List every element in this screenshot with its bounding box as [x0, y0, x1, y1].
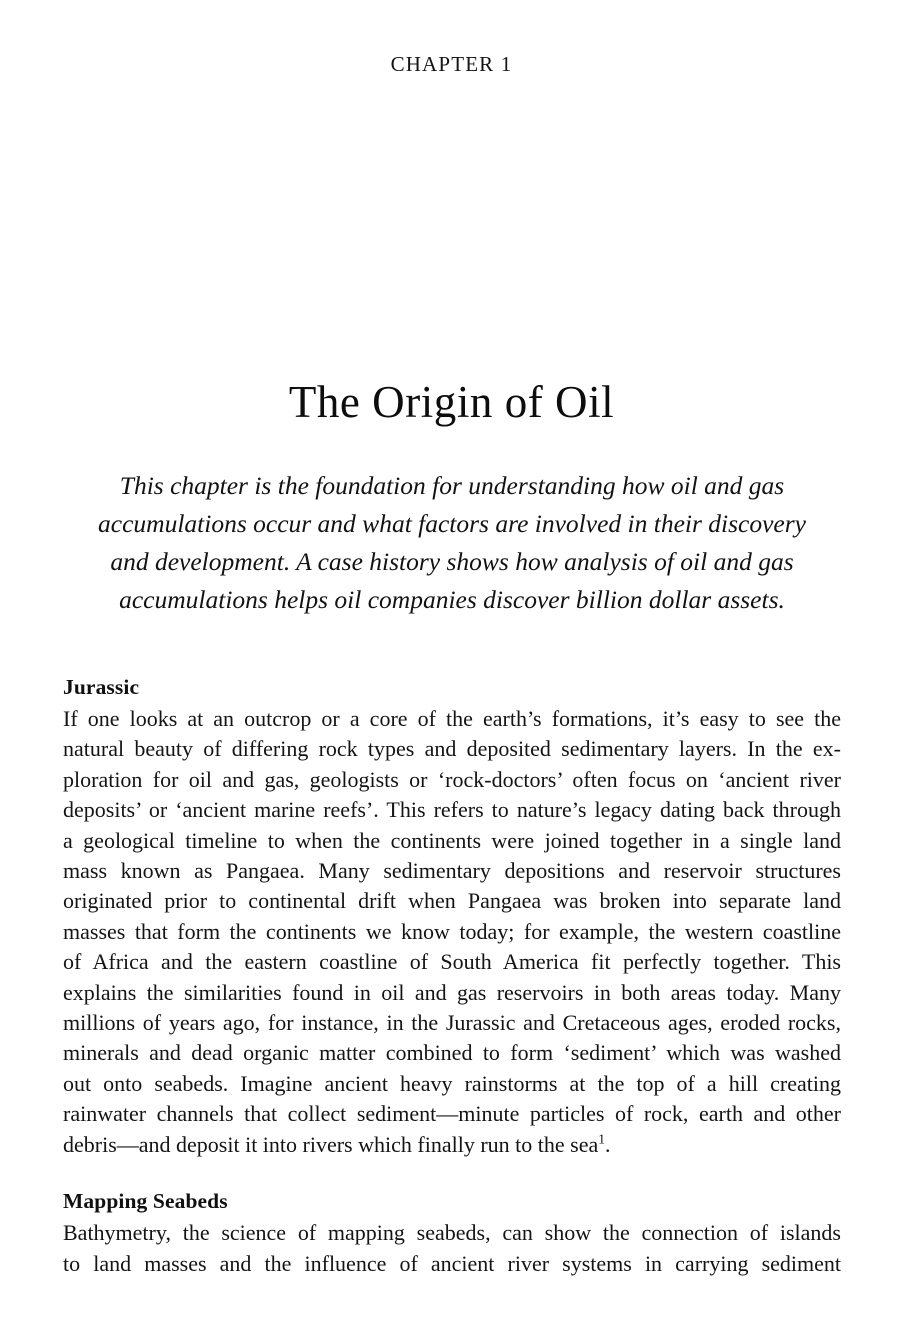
section-jurassic — [63, 672, 841, 1160]
section-mapping-seabeds — [63, 1186, 841, 1279]
text-line: mass known as Pangaea. Many sedimentary depositions and reservoir structures — [63, 858, 841, 884]
text-line: If one looks at an outcrop or a core of the earth’s formations, it’s easy to see the — [63, 706, 841, 731]
text-line: deposits’ or ‘ancient marine reefs’. This refers to nature’s legacy dating back through — [63, 797, 841, 823]
text-line-prefix: debris—and deposit it into rivers which finally run to the sea — [63, 1131, 599, 1157]
paragraph-jurassic — [63, 704, 841, 1160]
text-line: minerals and dead organic matter combined to form ‘sediment’ which was washed — [63, 1040, 841, 1066]
section-heading-jurassic: Jurassic — [63, 675, 140, 699]
body-text — [63, 672, 841, 1279]
text-line: originated prior to continental drift when Pangaea was broken into separate land — [63, 888, 841, 914]
text-line: masses that form the continents we know today; for example, the western coastline — [63, 918, 841, 944]
epigraph-line: accumulations helps oil companies discover billion dollar assets. — [119, 585, 785, 614]
footnote-marker[interactable]: 1 — [598, 1131, 606, 1147]
paragraph-mapping-seabeds — [63, 1218, 841, 1279]
text-line: out onto seabeds. Imagine ancient heavy rainstorms at the top of a hill creating — [63, 1070, 841, 1096]
text-line: Bathymetry, the science of mapping seabeds, can show the connection of islands — [63, 1220, 841, 1246]
text-line: ploration for oil and gas, geologists or ‘rock-doctors’ often focus on ‘ancient river — [63, 766, 841, 792]
text-line: rainwater channels that collect sediment—minute particles of rock, earth and other — [63, 1101, 841, 1127]
epigraph — [92, 467, 812, 619]
text-line-suffix: . — [605, 1131, 611, 1157]
text-line: natural beauty of differing rock types and deposited sedimentary layers. In the ex- — [63, 736, 841, 762]
epigraph-line: and development. A case history shows how analysis of oil and gas — [110, 547, 794, 576]
text-line: explains the similarities found in oil and gas reservoirs in both areas today. Many — [63, 979, 841, 1005]
text-line: millions of years ago, for instance, in the Jurassic and Cretaceous ages, eroded rocks, — [63, 1010, 841, 1036]
text-line: to land masses and the influence of ancient river systems in carrying sediment — [63, 1250, 841, 1276]
chapter-label: CHAPTER 1 — [390, 52, 513, 76]
epigraph-line: accumulations occur and what factors are involved in their discovery — [98, 509, 806, 538]
text-line: a geological timeline to when the continents were joined together in a single land — [63, 827, 841, 853]
text-line: of Africa and the eastern coastline of South America fit perfectly together. This — [63, 949, 841, 975]
text-line-with-footnote — [63, 1130, 841, 1160]
section-heading-mapping-seabeds: Mapping Seabeds — [63, 1189, 228, 1214]
page-title: The Origin of Oil — [288, 377, 615, 427]
epigraph-line: This chapter is the foundation for understanding how oil and gas — [119, 471, 785, 500]
